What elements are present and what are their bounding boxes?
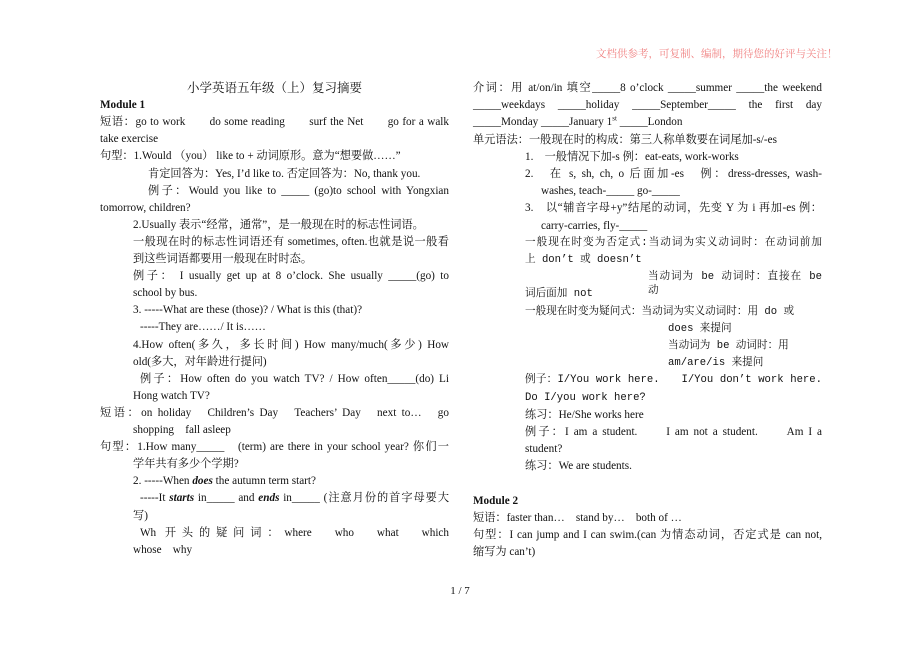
- right-line: does 来提问: [668, 322, 732, 335]
- right-line: 3. 以“辅音字母+y”结尾的动词，先变 Y 为 i 再加-es 例：: [525, 202, 822, 215]
- section-heading: Module 1: [100, 99, 146, 112]
- text-segment: in_____ (注意月份的首字母要大: [279, 492, 450, 505]
- left-line: 到这些词语都要用一般现在时时态。: [133, 253, 313, 265]
- left-line: 写): [133, 509, 148, 522]
- text-segment: _____London: [616, 116, 683, 129]
- left-line: [133, 474, 449, 488]
- right-line: carry-carries, fly-_____: [541, 219, 648, 232]
- right-line: 词后面加 not: [525, 288, 593, 301]
- right-line: [473, 477, 822, 491]
- left-line: whose why: [133, 543, 193, 556]
- left-line: -----They are……/ It is……: [140, 321, 266, 334]
- watermark: 文档供参考，可复制、编制，期待您的好评与关注！: [596, 48, 838, 60]
- left-line: 例子： I usually get up at 8 o’clock. She usually _____(go) to: [133, 270, 449, 283]
- right-line: 例子：I am a student. I am not a student. Am I a: [525, 426, 822, 438]
- left-line: school by bus.: [133, 287, 198, 300]
- left-line: 4.How often(多久，多长时间) How many/much(多少) How: [133, 338, 449, 351]
- left-line: 一般现在时的标志性词语还有 sometimes, often.也就是说一般看: [133, 235, 449, 248]
- page-number: 1 / 7: [450, 585, 470, 597]
- text-segment: -----It: [140, 492, 170, 505]
- left-line: 例子：Would you like to _____ (go)to school with Yongxian: [148, 184, 449, 197]
- left-line: 例子：How often do you watch TV? / How often_____(do) Li: [140, 372, 449, 385]
- text-segment: does: [192, 475, 213, 488]
- right-line: am/are/is 来提问: [668, 357, 764, 370]
- right-line: 当动词为 be 动词时：直接在 be 动: [648, 271, 822, 298]
- right-line: 上 don’t 或 doesn’t: [525, 254, 642, 266]
- left-line: 肯定回答为：Yes, I’d like to. 否定回答为：No, thank you.: [148, 167, 421, 180]
- right-line: Do I/you work here?: [525, 391, 646, 404]
- right-line: student?: [525, 443, 563, 456]
- left-line: 3. -----What are these (those)? / What is this (that)?: [133, 304, 363, 317]
- left-line: 短语：on holiday Children’s Day Teachers’ Day next to… go: [100, 406, 449, 419]
- left-line: [140, 491, 449, 505]
- right-line: 2. 在 s, sh, ch, o 后面加-es 例：dress-dresses, wash-: [525, 168, 822, 180]
- text-segment: in_____ and: [194, 492, 259, 505]
- right-line: 当动词为 be 动词时：用: [668, 340, 789, 352]
- text-segment: the autumn term start?: [212, 475, 316, 488]
- section-heading: Module 2: [473, 494, 519, 507]
- left-line: 学年共有多少个学期?: [133, 458, 239, 471]
- left-line: [100, 98, 449, 112]
- text-segment: 2. -----When: [133, 475, 193, 488]
- right-line: 1. 一般情况下加-s 例：eat-eats, work-works: [525, 150, 739, 163]
- right-line: 练习：He/She works here: [525, 408, 644, 421]
- right-line: [473, 115, 822, 129]
- right-line: 句型：I can jump and I can swim.(can 为情态动词，否定式是 can not,: [473, 529, 822, 542]
- left-line: take exercise: [100, 133, 159, 146]
- left-line: 句型：1.How many_____ (term) are there in your school year? 你们一: [100, 441, 449, 454]
- right-line: 介词：用 at/on/in 填空_____8 o’clock _____summer _____the weekend: [473, 82, 822, 94]
- left-line: Hong watch TV?: [133, 389, 210, 402]
- right-line: [473, 494, 822, 508]
- left-line: tomorrow, children?: [100, 201, 191, 214]
- text-segment: _____Monday _____January 1: [473, 116, 613, 129]
- right-line: 单元语法：一般现在时的构成：第三人称单数要在词尾加-s/-es: [473, 133, 777, 146]
- right-line: 练习：We are students.: [525, 460, 632, 473]
- right-line: 一般现在时变为否定式:当动词为实义动词时：在动词前加: [525, 236, 822, 249]
- text-segment: starts: [169, 492, 195, 505]
- right-line: 例子：I/You work here. I/You don’t work here.: [525, 374, 822, 387]
- left-line: 2.Usually 表示“经常，通常”，是一般现在时的标志性词语。: [133, 218, 424, 231]
- right-line: 缩写为 can’t): [473, 546, 536, 559]
- right-line: washes, teach-_____ go-_____: [541, 185, 680, 198]
- left-line: 句型：1.Would （you） like to + 动词原形。意为“想要做……”: [100, 150, 401, 163]
- left-line: old(多大，对年龄进行提问): [133, 355, 267, 368]
- left-line: shopping fall asleep: [133, 424, 231, 436]
- right-line: 一般现在时变为疑问式：当动词为实义动词时：用 do 或: [525, 305, 795, 318]
- left-line: 短语：go to work do some reading surf the Net go for a walk: [100, 116, 449, 129]
- text-segment: st: [612, 114, 617, 123]
- right-line: 短语：faster than… stand by… both of …: [473, 512, 682, 524]
- left-line: 小学英语五年级（上）复习摘要: [186, 81, 362, 95]
- text-segment: ends: [258, 492, 280, 505]
- right-line: _____weekdays _____holiday _____September_____ the first day: [473, 99, 822, 112]
- left-line: Wh 开头的疑问词：where who what which: [140, 526, 449, 539]
